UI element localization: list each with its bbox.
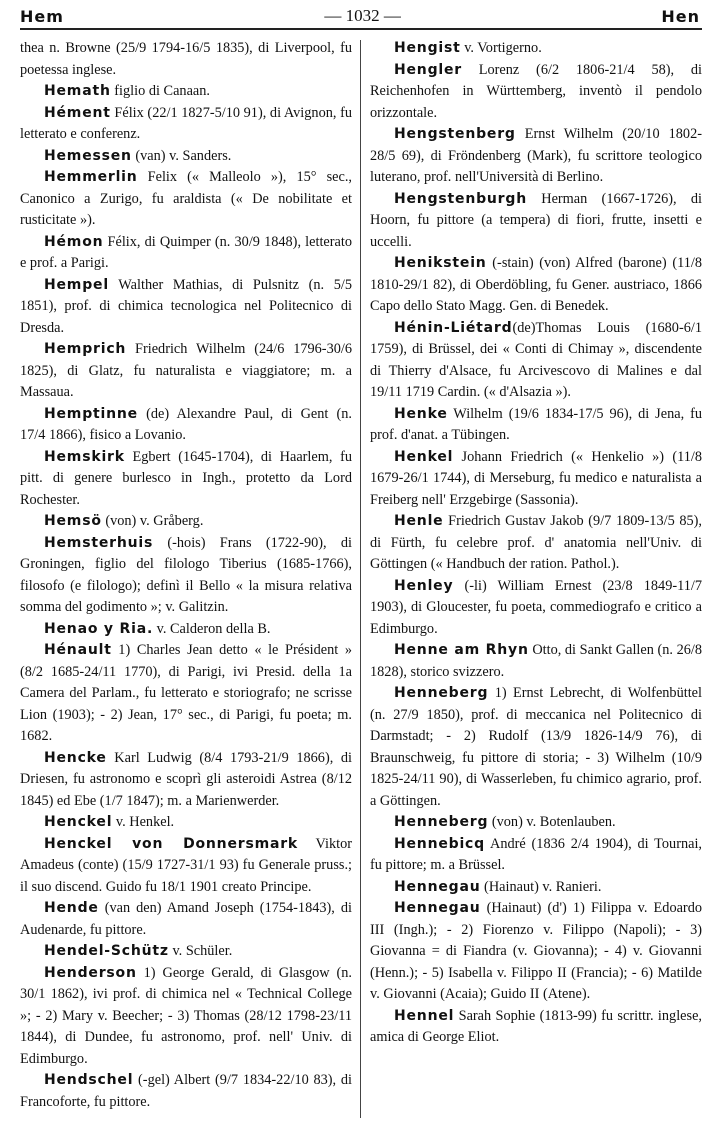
entry-text: (von) v. Gråberg. — [101, 513, 204, 529]
dictionary-entry — [370, 404, 702, 447]
dictionary-entry — [20, 339, 352, 404]
entry-text: Karl Ludwig (8/4 1793-21/9 1866), di Driesen, fu astronomo e scoprì gli asteroidi Astrea (8/12 1845) ed Ebe (1/7 1847); m. a Marienwerder. — [20, 749, 352, 809]
header-left-word: Hem — [20, 6, 64, 26]
entry-text: Otto, di Sankt Gallen (n. 26/8 1828), storico svizzero. — [370, 642, 702, 680]
entry-text: 1) George Gerald, di Glasgow (n. 30/1 1862), ivi prof. di chimica nel « Technical College »; - 2) Mary v. Beecher; - 3) Thomas (28/12 1798-23/11 1844), di Dundee, fu astronomo, prof. nell' Univ. di Edimburgo. — [20, 964, 352, 1067]
entry-text: v. Schüler. — [168, 943, 233, 959]
entry-text: Friedrich Gustav Jakob (9/7 1809-13/5 85), di Fürth, fu celebre prof. d' anatomia nell'Univ. di Göttingen (« Handbuch der ration. Pathol.). — [370, 513, 702, 572]
entry-headword: Hemprich — [44, 341, 127, 357]
entry-headword: Henke — [394, 405, 448, 422]
entry-headword: Hemsterhuis — [44, 534, 154, 551]
entry-headword: Hemessen — [44, 147, 132, 164]
entry-headword: Henle — [394, 513, 444, 529]
left-column — [20, 38, 352, 1113]
entry-headword: Hendschel — [44, 1072, 134, 1088]
entry-headword: Hennebicq — [394, 835, 485, 852]
column-divider — [360, 40, 361, 1118]
entry-text: (-li) William Ernest (23/8 1849-11/7 1903), di Gloucester, fu poeta, commediografo e critico a Edimburgo. — [370, 577, 702, 637]
entry-headword: Hennegau — [394, 878, 481, 895]
entry-text: Ernst Wilhelm (20/10 1802-28/5 69), di Fröndenberg (Mark), fu scrittore teologico luterano, prof. nell'Università di Berlino. — [370, 126, 702, 185]
entry-headword: Hengstenberg — [394, 126, 516, 142]
dictionary-entry — [20, 812, 352, 834]
entry-text: (de)Thomas Louis (1680-6/1 1759), di Brüssel, dei « Conti di Chimay », discendente di Thierry d'Alsace, fu Arcivescovo di Malines e dal 19/11 1719 Cardin. (« d'Alsazia »). — [370, 319, 702, 400]
entry-headword: Hendel-Schütz — [44, 943, 169, 959]
entry-headword: Hempel — [44, 276, 109, 293]
dictionary-entry — [20, 447, 352, 512]
entry-text: Lorenz (6/2 1806-21/4 58), di Reichenhofen in Württemberg, inventò il pendolo orizzontale. — [370, 61, 702, 121]
entry-headword: Hengler — [394, 61, 462, 78]
entry-text: (-gel) Albert (9/7 1834-22/10 83), di Francoforte, fu pittore. — [20, 1072, 352, 1110]
entry-headword: Henkel — [394, 448, 454, 465]
dictionary-entry — [20, 963, 352, 1071]
entry-headword: Henckel — [44, 814, 113, 830]
entry-text: (Hainaut) (d') 1) Filippa v. Edoardo III (Ingh.); - 2) Fiorenzo v. Filippo (Napoli); - 3) Giovanna = di Fiandra (v. Giovanna); - 4) v. Giovanni (Henn.); - 5) Isabella v. Filippo II (Francia); - 6) Matilde v. Giovanni (Acaia); Guido II (Atene). — [370, 900, 702, 1002]
dictionary-entry — [20, 834, 352, 899]
dictionary-entry — [370, 511, 702, 576]
dictionary-entry — [370, 877, 702, 899]
dictionary-entry — [370, 576, 702, 641]
page-header — [20, 4, 700, 28]
entry-text: (van den) Amand Joseph (1754-1843), di Audenarde, fu pittore. — [20, 900, 352, 938]
header-right-word: Hen — [661, 6, 700, 26]
dictionary-entry — [20, 533, 352, 619]
dictionary-entry — [20, 146, 352, 168]
entry-headword: Henne am Rhyn — [394, 642, 529, 658]
entry-text: Wilhelm (19/6 1834-17/5 96), di Jena, fu prof. d'anat. a Tübingen. — [370, 405, 702, 443]
header-rule — [20, 28, 702, 30]
right-column — [370, 38, 702, 1049]
entry-headword: Hénault — [44, 642, 112, 658]
dictionary-entry — [20, 941, 352, 963]
entry-text: v. Calderon della B. — [153, 620, 271, 637]
entry-text: v. Vortigerno. — [460, 40, 542, 56]
dictionary-entry — [20, 167, 352, 232]
dictionary-entry — [20, 748, 352, 813]
entry-text: Sarah Sophie (1813-99) fu scrittr. inglese, amica di George Eliot. — [370, 1007, 702, 1045]
dictionary-entry — [370, 253, 702, 318]
entry-text: Félix (22/1 1827-5/10 91), di Avignon, fu letterato e conferenz. — [20, 104, 352, 142]
entry-text: Felix (« Malleolo »), 15° sec., Canonico a Zurigo, fu araldista (« De nobilitate et rusticitate »). — [20, 169, 352, 228]
entry-headword: Hemmerlin — [44, 169, 138, 185]
entry-headword: Hennel — [394, 1007, 455, 1024]
dictionary-entry — [370, 60, 702, 125]
entry-text: Egbert (1645-1704), di Haarlem, fu pitt. di genere burlesco in Ingh., protetto da Lord Rochester. — [20, 448, 352, 508]
entry-headword: Hende — [44, 900, 99, 916]
dictionary-entry — [370, 834, 702, 877]
entry-headword: Hencke — [44, 749, 107, 766]
dictionary-entry — [20, 1070, 352, 1113]
dictionary-entry — [370, 640, 702, 683]
entry-headword: Hennegau — [394, 900, 481, 916]
entry-headword: Hemath — [44, 83, 111, 99]
dictionary-entry — [370, 898, 702, 1006]
entry-text: (van) v. Sanders. — [131, 147, 232, 164]
entry-headword: Hemptinne — [44, 405, 138, 422]
entry-text: Friedrich Wilhelm (24/6 1796-30/6 1825), di Glatz, fu naturalista e viaggiatore; m. a Massaua. — [20, 341, 352, 400]
entry-headword: Henderson — [44, 964, 137, 981]
entry-text: Félix, di Quimper (n. 30/9 1848), letterato e prof. a Parigi. — [20, 233, 352, 271]
entry-text: Herman (1667-1726), di Hoorn, fu pittore (a tempera) di fiori, frutte, insetti e uccelli. — [370, 190, 702, 250]
entry-headword: Henikstein — [394, 255, 487, 271]
entry-text: (-hois) Frans (1722-90), di Groningen, figlio del filologo Tiberius (1685-1766), filosofo (e filologo); definì il Bello « la misura relativa somma del godimento »; v. Galitzin. — [20, 534, 352, 615]
entry-headword: Hénin-Liétard — [394, 319, 513, 336]
dictionary-entry — [370, 38, 702, 60]
entry-text: Walther Mathias, di Pulsnitz (n. 5/5 1851), prof. di chimica tecnologica nel Politecnico di Dresda. — [20, 276, 352, 336]
entry-text: Viktor Amadeus (conte) (15/9 1727-31/1 93) fu Generale pruss.; il suo discend. Guido fu 18/1 1901 creato Principe. — [20, 835, 352, 895]
dictionary-entry — [370, 812, 702, 834]
dictionary-entry — [370, 318, 702, 404]
entry-headword: Hengist — [394, 40, 461, 56]
dictionary-entry — [20, 38, 352, 81]
entry-headword: Hengstenburgh — [394, 190, 527, 207]
entry-text: (-stain) (von) Alfred (barone) (11/8 1810-29/1 82), di Oberdöbling, fu Gener. austriaco, 1866 Capo dello Stato Magg. Gen. di Benedek. — [370, 255, 702, 314]
dictionary-entry — [20, 232, 352, 275]
entry-text: figlio di Canaan. — [110, 83, 210, 99]
entry-headword: Henneberg — [394, 814, 489, 830]
dictionary-entry — [370, 1006, 702, 1049]
entry-text: 1) Charles Jean detto « le Président » (8/2 1685-24/11 1770), di Parigi, ivi Presid. della 1a Camera del Parlam., fu letterato e storiografo; ne scrisse Lion (1903); - 2) Jean, 17° sec., di Parigi, fu poeta; m. 1682. — [20, 642, 352, 744]
dictionary-entry — [20, 81, 352, 103]
entry-headword: Henneberg — [394, 685, 489, 701]
dictionary-entry — [20, 640, 352, 748]
entry-headword: Hément — [44, 104, 111, 121]
page-number: — 1032 — — [324, 6, 401, 25]
dictionary-entry — [370, 447, 702, 512]
entry-text: Johann Friedrich (« Henkelio ») (11/8 1679-26/1 1744), di Merseburg, fu medico e naturalista a Freiberg nell' Erzgebirge (Sassonia). — [370, 448, 702, 508]
dictionary-entry — [370, 189, 702, 254]
dictionary-entry — [20, 511, 352, 533]
dictionary-entry — [370, 124, 702, 189]
entry-text: (Hainaut) v. Ranieri. — [480, 878, 602, 895]
dictionary-entry — [20, 103, 352, 146]
entry-headword: Henley — [394, 577, 454, 594]
dictionary-entry — [20, 404, 352, 447]
entry-headword: Henckel von Donnersmark — [44, 835, 299, 852]
entry-text: 1) Ernst Lebrecht, di Wolfenbüttel (n. 27/9 1850), prof. di meccanica nel Politecnico di Darmstadt; - 2) Rudolf (13/9 1826-14/9 76), di Braunschweig, fu pittore di storia; - 3) Wilhelm (10/9 1825-24/11 90), di Wasserleben, fu chimico agrario, prof. a Göttingen. — [370, 685, 702, 809]
dictionary-entry — [20, 275, 352, 340]
entry-text: (de) Alexandre Paul, di Gent (n. 17/4 1866), fisico a Lovanio. — [20, 405, 352, 443]
entry-headword: Henao y Ria. — [44, 620, 154, 637]
dictionary-entry — [20, 898, 352, 941]
entry-headword: Hemsö — [44, 513, 102, 529]
entry-headword: Hemskirk — [44, 448, 125, 465]
entry-text: (von) v. Botenlauben. — [488, 814, 616, 830]
entry-text: v. Henkel. — [112, 814, 175, 830]
entry-text: thea n. Browne (25/9 1794-16/5 1835), di Liverpool, fu poetessa inglese. — [20, 40, 352, 78]
entry-text: André (1836 2/4 1904), di Tournai, fu pittore; m. a Brüssel. — [370, 835, 702, 873]
dictionary-entry — [20, 619, 352, 641]
entry-headword: Hémon — [44, 233, 104, 250]
dictionary-entry — [370, 683, 702, 812]
